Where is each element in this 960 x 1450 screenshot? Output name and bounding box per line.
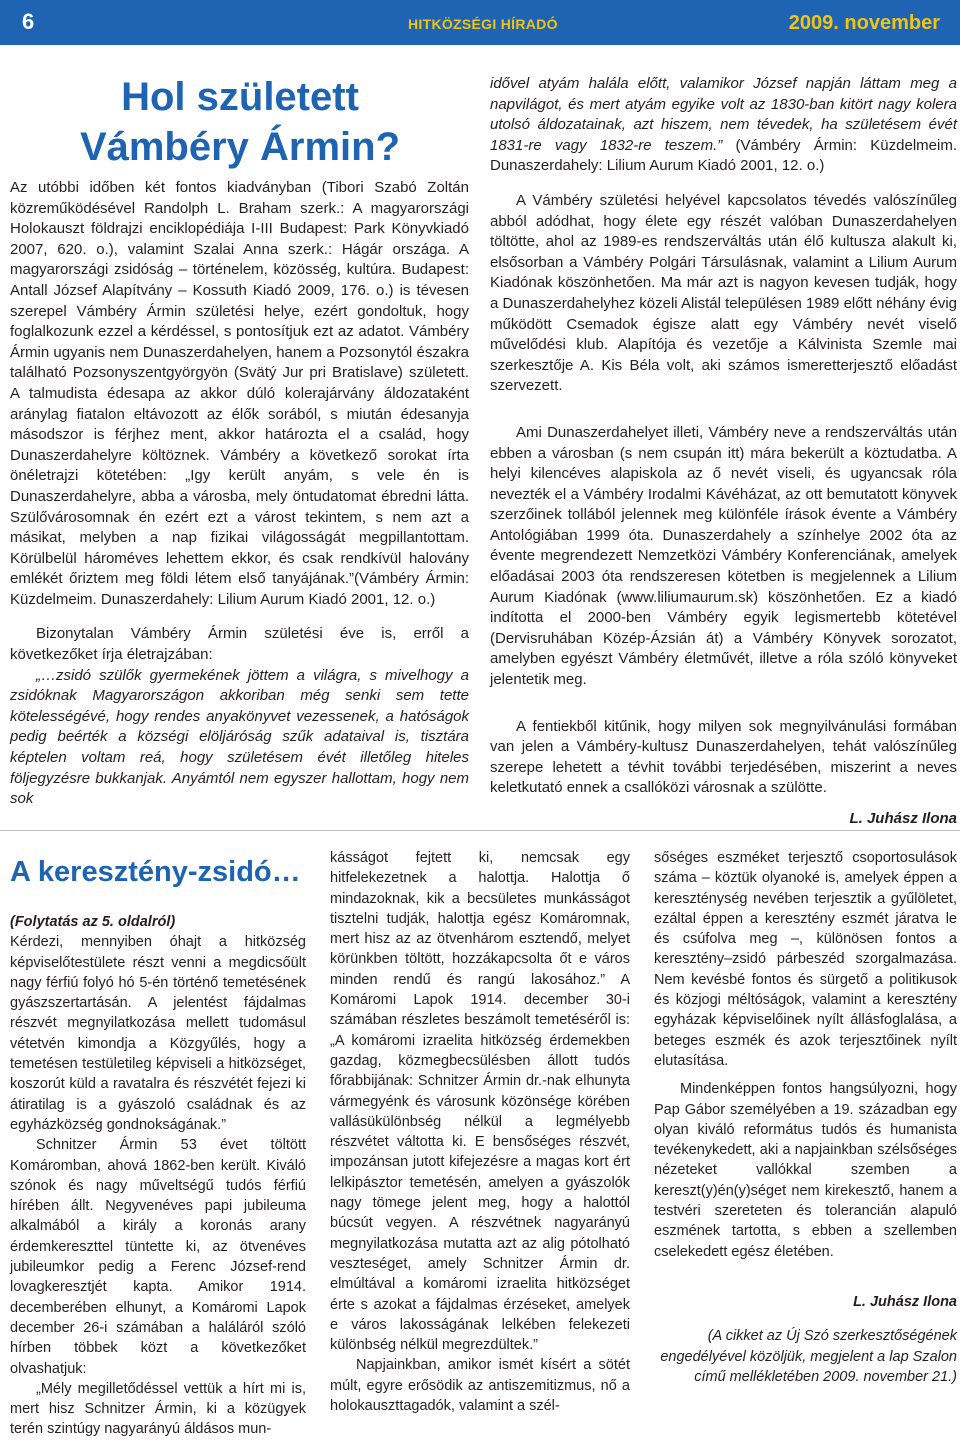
quote-text: „…zsidó szülők gyermekének jöttem a világra, s mivelhogy a zsidóknak Magyarországon akkoriban még senki sem tette kötelességévé, hogy rendes anyakönyvet vezessenek, a hatóságok pedig beérték a községi elöljáróság szűk adataival is, tisztára képtelen voltam reá, hogy születésem évét illetőleg hiteles följegyzésre bukkanjak.	[10, 666, 469, 787]
quote-continued-text: idővel atyám halála előtt, valamikor József napján láttam meg a napvilágot, és mert atyám egyike volt az 1830-ban kitört nagy kolera utolsó áldozatainak, azt hiszem, nem tévedek, ha születésem évét 1831-re vagy 1832-re teszem.”	[490, 75, 957, 154]
article2-paragraph: Schnitzer Ármin 53 évet töltött Komáromban, ahová 1862-ben került. Kiváló szónok és nagy műveltségű tudós férfiú hírében állt. Negyvenéves papi jubileuma alkalmából a király a koronás arany érdemkereszttel tüntette ki, az ötvenéves jubileumkor pedig a Ferenc József-rend lovagkeresztjét kapta. Amikor 1914. decemberében elhunyt, a Komáromi Lapok december 26-i számában a haláláról szóló hírben többek közt a következőket olvashatjuk:	[10, 1137, 306, 1377]
page-number: 6	[22, 9, 35, 34]
article2-paragraph: Mindenképpen fontos hangsúlyozni, hogy Pap Gábor személyében a 19. században egy olyan kiváló református tudós és humanista tevékenykedett, aki a napjainkban szélsőséges nézeteket vallókkal szemben a kereszt(y)én(y)séget nem kirekesztő, hanem a testvéri szereteten és tolerancián alapuló eszmének tartotta, s ebben a szellemben cselekedett egész életében.	[654, 1081, 957, 1260]
quote-tail: Anyámtól nem egyszer hallottam, hogy nem sok	[10, 769, 469, 808]
article2-source-note: (A cikket az Új Szó szerkesztőségének engedélyével közöljük, megjelent a lap Szalon című mellékletében 2009. november 21.)	[660, 1328, 957, 1385]
issue-date: 2009. november	[788, 12, 940, 34]
article2-column-1	[10, 912, 306, 1440]
article2-column-3	[654, 848, 957, 1387]
article1-paragraph: A Vámbéry születési helyével kapcsolatos tévedés valószínűleg abból adódhat, hogy élete egy részét valóban Dunaszerdahelyen töltötte, ahol az 1989-es rendszerváltás után élő kultusza alakult ki, elsősorban a Vámbéry Polgári Társulásnak, valamint a Lilium Aurum Kiadónak köszönhetően. Ma már azt is nagyon kevesen tudják, hogy a Dunaszerdahelyhez közeli Alistál településen 1989 előtt néhány évig működött Csemadok égisze alatt egy Vámbéry nevét viselő művelődési klub. Alapítója és vezetője a Kálvinista Szemle mai szerkesztője A. Kis Béla volt, aki számos ismeretterjesztő előadást szervezett.	[490, 191, 957, 395]
article1-paragraph: Az utóbbi időben két fontos kiadványban (Tibori Szabó Zoltán közreműködésével Randolph L. Braham szerk.: A magyarországi Holokauszt földrajzi enciklopédiája I-III Budapest: Park Könyvkiadó 2007, 620. o.), valamint Szalai Anna szerk.: Hágár országa. A magyarországi zsidóság – történelem, közösség, kultúra. Budapest: Antall József Alapítvány – Kossuth Kiadó 2009, 176. o.) is tévesen szerepel Vámbéry Ármin születési helye, ezért gondoltuk, hogy foglalkozunk ezzel a kérdéssel, s pontosítjuk ezt az adatot. Vámbéry Ármin ugyanis nem Dunaszerdahelyen, hanem a Pozsonytól északra található Pozsonyszentgyörgyön (Svätý Jur pri Bratislave) született. A talmudista édesapa az akkor dúló kolerajárvány áldozataként aránylag fiatalon eltávozott az élők sorából, s miután édesanyja másodszor is férjhez ment, akkor határozta el a család, hogy Dunaszerdahelyre költöznek. Vámbéry a következő sorokat írta önéletrajzi kötetében: „Igy került anyám, s vele én is Dunaszerdahelyre, abba a városba, mely öntudatomat ébredni látta. Szülővárosomnak én ezért ezt a várost tekintem, s nem azt a másikat, melyben a nap fizikai világosságát megpillantottam. Körülbelül hároméves lehettem ekkor, és csak rendkívül halovány emlékét őriztem meg földi létem első tanyájának.”(Vámbéry Ármin: Küzdelmeim. Dunaszerdahely: Lilium Aurum Kiadó 2001, 12. o.)	[10, 179, 469, 608]
article1-quote	[10, 666, 469, 810]
article2-paragraph: Kérdezi, mennyiben óhajt a hitközség képviselőtestülete részt venni a megdicsőült nagy férfiú folyó hó 5-én történő temetésének gyászszertartásán. A jelentést fájdalmas részvét megnyilatkozása mellett tudomásul vétetvén kimondja a Közgyűlés, hogy a temetésen testületileg képviseli a hitközséget, koszorút küld a ravatalra és részvétét fejezi ki átiratilag is a gyászoló családnak és az egyházközség gondnokságának.”	[10, 934, 306, 1133]
article2-paragraph: kásságot fejtett ki, nemcsak egy hitfelekezetnek a halottja. Halottja ő mindazoknak, kik a becsületes munkásságot tisztelni tudják, halottja egész Komáromnak, mert hisz az az ötvenhárom esztendő, melyet körünkben töltött, hozzákapcsolta őt e város minden rendű és rangú lakosához.” A Komáromi Lapok 1914. december 30-i számában részletes beszámolt temetéséről is: „A komáromi izraelita hitközség érdemekben gazdag, közmegbecsülésben állott tudós főrabbijának: Schnitzer Ármin dr.-nak elhunyta vármegyénk és városunk közönsége körében vallásükülönbség nélkül a legmélyebb részvétet váltotta ki. E bensőséges részvét, impozánsan jutott kifejezésre a magas kort ért lelkipásztor temetésén, amelyen a gyászolók nagy tömege jelent meg, hogy a halottól búcsút vegyen. A részvétnek nagyarányú megnyilatkozása mutatta azt az alig pótolható veszteséget, amely Schnitzer Ármin dr. elmúltával a komáromi izraelita hitközséget érte s azokat a fájdalmas érzéseket, amelyek e város lakosságának lelkében felekezeti különbség nélkül megrezdültek.”	[330, 850, 630, 1354]
article1-right-column	[490, 74, 957, 830]
continuation-note: (Folytatás az 5. oldalról)	[10, 914, 176, 930]
section-divider	[0, 830, 960, 831]
article1-left-column	[10, 178, 469, 810]
article2-paragraph: „Mély megilletődéssel vettük a hírt mi is, mert hisz Schnitzer Ármin, ki a közügyek terén szintúgy nagyarányú áldásos mun-	[10, 1380, 306, 1438]
article2-paragraph: sőséges eszméket terjesztő csoportosulások száma – köztük olyanoké is, amelyek éppen a kereszténység nevében terjesztik a gyűlöletet, ezáltal éppen a keresztény eszmét járatva le és csúfolva meg –, különösen fontos a keresztény–zsidó párbeszéd szorgalmazása. Nem kevésbé fontos és sürgető a politikusok és közjogi méltóságok, valamint a keresztény egyházak képviselőinek nyílt állásfoglalása, a beteges eszmék és azok terjesztőinek nyílt elutasítása.	[654, 850, 957, 1069]
page-header	[0, 0, 960, 45]
article2-signature: L. Juhász Ilona	[853, 1293, 957, 1310]
article1-paragraph: A fentiekből kitűnik, hogy milyen sok megnyilvánulási formában van jelen a Vámbéry-kultusz Dunaszerdahelyen, tehát valószínűleg szerepe lehetett a tévhit további terjedésében, miszerint a neves keletkutató ennek a csallóközi városnak a szülötte.	[490, 717, 957, 797]
article1-paragraph: Ami Dunaszerdahelyet illeti, Vámbéry neve a rendszerváltás után ebben a városban (s nem csupán itt) mára bekerült a köztudatba. A helyi kilencéves alapiskola az ő nevét viseli, és ugyancsak róla nevezték el a Vámbéry Irodalmi Kávéházat, az ott bemutatott könyvek szerzőinek tollából jelennek meg különféle írások évente a Vámbéry Antológiában 1999 óta. Dunaszerdahely a színhelye 2002 óta az évente megrendezett Nemzetközi Vámbéry Konferenciának, amelyek előadásai 2003 óta rendszeresen kötetben is megjelennek a Lilium Aurum Kiadónak (www.liliumaurum.sk) köszönhetően. Ez a kiadó indította el 2000-ben Vámbéry egyik legismertebb kötetével (Dervisruhában Közép-Ázsián át) a Vámbéry Könyvek sorozatot, amelyben egyészt Vámbéry életművét, illetve a róla szóló könyveket jelentetik meg.	[490, 423, 957, 689]
article1-quote-continued	[490, 74, 957, 177]
paper-name: HITKÖZSÉGI HÍRADÓ	[408, 16, 558, 32]
article1-signature: L. Juhász Ilona	[849, 810, 957, 827]
article1-paragraph: Bizonytalan Vámbéry Ármin születési éve is, erről a következőket írja életrajzában:	[10, 625, 469, 664]
article1-title: Hol született Vámbéry Ármin?	[79, 75, 401, 169]
quote-source: (Vámbéry Ármin: Küzdelmeim. Dunaszerdahely: Lilium Aurum Kiadó 2001, 12. o.)	[490, 136, 957, 175]
article2-column-2	[330, 848, 630, 1416]
article2-paragraph: Napjainkban, amikor ismét kísért a sötét múlt, egyre erősödik az antiszemitizmus, nő a holokauszttagadók, valamint a szél-	[330, 1357, 630, 1415]
article2-title: A keresztény-zsidó…	[10, 856, 301, 888]
